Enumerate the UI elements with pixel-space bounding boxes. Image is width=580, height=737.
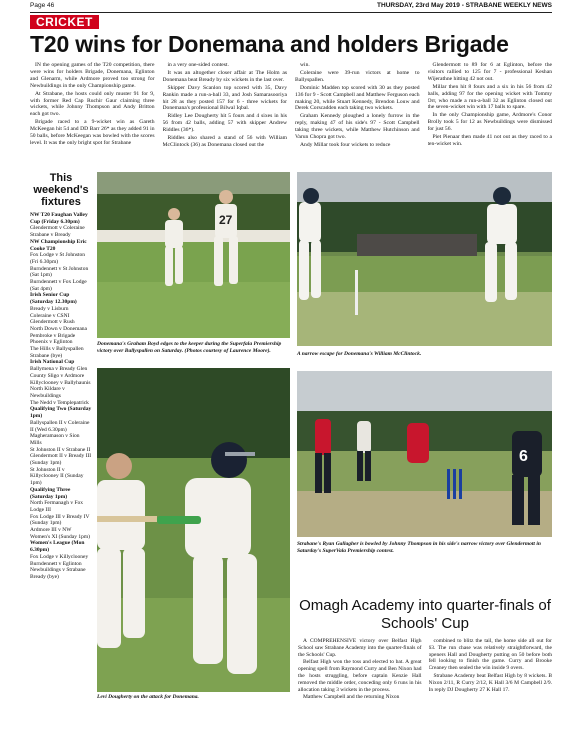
fixture-line: Ardmore III v NW Women's XI (Sunday 1pm) bbox=[30, 527, 90, 540]
fixture-line: Newbuildings v Strabane bbox=[30, 567, 86, 574]
fixture-line: Burndennett v Fox Lodge (Sat 4pm) bbox=[30, 279, 87, 292]
fixture-line: Burndennett v St Johnston (Sat 1pm) bbox=[30, 265, 89, 279]
fixture-line: Magheramason v Sion Mills bbox=[30, 433, 80, 446]
page-header bbox=[0, 0, 580, 10]
paragraph: Skipper Davy Scanlon top scored with 35, Davy Rankin made a run-a-ball 33, and Josh Samarasooriya hit 28 as they posted 157 for 6 - three wickets for Donemana's professional Bilwal Iqbal. bbox=[162, 84, 287, 112]
fixture-line: Phoenix v Eglinton bbox=[30, 339, 73, 346]
shirt-number-6: 6 bbox=[519, 448, 528, 465]
caption-photo3: Levi Dougherty on the attack for Donemana. bbox=[97, 694, 199, 700]
fixture-line: Pembroke v Brigade bbox=[30, 332, 76, 339]
fixture-line: Glendermott v Rush bbox=[30, 319, 75, 326]
fixture-line: Ballymena v Bready Glen bbox=[30, 366, 88, 373]
photo-narrow-escape bbox=[297, 172, 552, 346]
caption-photo4: Strabane's Ryan Gallagher is bowled by Johnny Thompson in his side's narrow victory over Glendermott in Saturday's SuperVala Premiership contest. bbox=[297, 541, 541, 554]
photo-fielders bbox=[97, 172, 290, 338]
paragraph: Andy Millar took four wickets to reduce bbox=[300, 141, 391, 148]
paragraph: Brigade raced to a 9-wicket win as Gareth McKeegan hit 54 and DD Barr 26* as they added 91 in 50 balls, before McKeegan was bowled with the scores level. It was the only bright spot for Strabane bbox=[30, 119, 155, 146]
fixture-line: Killyclooney v Ballyhaunis bbox=[30, 379, 91, 386]
subarticle-column bbox=[429, 638, 553, 718]
paragraph: combined to blitz the tail, the home side all out for 63. The run chase was relatively straightforward, the openers Hall and Dougherty putting on 50 before both fell looking to finish the game. Curry and Brooke Creaney then sealed the win inside 9 overs. bbox=[428, 638, 552, 672]
paragraph: Millar then hit 8 fours and a six in his 56 from 42 balls, adding 97 for the opening wicket with Tommy Orr, who made a run-a-ball 32 as Eglinton closed out the seven-wicket win with 17 balls to spare. bbox=[427, 83, 552, 111]
fixtures-title: This weekend's fixtures bbox=[33, 172, 89, 208]
fixture-line: The Nedd v Templepatrick bbox=[30, 399, 89, 406]
sub-headline: Omagh Academy into quarter-finals of Schools' Cup bbox=[299, 597, 551, 632]
fixture-line: Strabane v Bready bbox=[30, 232, 71, 239]
paragraph: win. bbox=[300, 62, 310, 68]
fixture-line: Glendermott v Coleraine bbox=[30, 225, 85, 232]
fixture-line: The Hills v Ballyspallen bbox=[30, 346, 84, 353]
fixture-heading: Irish National Cup bbox=[30, 359, 75, 366]
article-body bbox=[30, 62, 552, 168]
fixture-line: Bready (bye) bbox=[30, 573, 59, 580]
fixture-line: Bready v Lisburn bbox=[30, 305, 69, 312]
paragraph: Ridley Lee Dougherty hit 5 fours and 4 sixes in his 56 from 42 balls, adding 57 with skipper Andrew Riddles (36*). bbox=[162, 113, 287, 134]
paragraph: Coleraine were 39-run victors at home to Ballyspallen. bbox=[295, 69, 420, 83]
article-column bbox=[295, 62, 420, 168]
main-headline: T20 wins for Donemana and holders Brigade bbox=[30, 31, 509, 57]
paragraph: Matthew Campbell and the returning Nixon bbox=[303, 694, 400, 701]
caption-photo1: Donemana's Graham Boyd edges to the keeper during the Superfala Premiership victory over Ballyspallen on Saturday. (Photos courtesy of Laurence Moore). bbox=[97, 341, 282, 354]
paragraph: in a very one-sided contest. bbox=[167, 62, 229, 68]
fixture-heading: Qualifying Two (Saturday 1pm) bbox=[30, 406, 92, 420]
fixtures-list bbox=[30, 212, 92, 581]
paragraph: Strabane Academy beat Belfast High by 8 wickets. B Nixon 2/11, R Curry 2/12, K Hall 3/6 M Campbell 2/9. In reply DJ Dougherty 27 K Hall 17. bbox=[428, 672, 552, 693]
fixture-heading: Irish Senior Cup (Saturday 12.30pm) bbox=[30, 292, 77, 306]
dateline: THURSDAY, 23rd May 2019 - STRABANE WEEKLY NEWS bbox=[377, 2, 552, 9]
caption-photo2: A narrow escape for Donemana's William McClintock. bbox=[297, 351, 422, 357]
subarticle-column bbox=[298, 638, 422, 718]
fixture-line: North Kildare v Newbuildings bbox=[30, 386, 65, 399]
subarticle-body bbox=[298, 638, 552, 718]
paragraph: Dominic Madden top scored with 30 as they posted 136 for 9 - Scott Campbell and Matthew Ferguson each making 20, while Stuart Kennedy, Brendon Louw and Derek Corscadden each taking two wickets. bbox=[295, 84, 420, 112]
paragraph: Piet Pienaar then made 41 not out as they raced to a ten-wicket win. bbox=[427, 134, 552, 147]
fixture-line: St Johnston II v Killyclooney II (Sunday 1pm) bbox=[30, 466, 84, 487]
photo-levi-dougherty-image bbox=[97, 368, 290, 692]
shirt-number-27: 27 bbox=[219, 213, 233, 227]
article-column bbox=[428, 62, 553, 168]
paragraph: Belfast High won the toss and elected to bat. A great opening spell from Raymond Curry and Ben Nixon had the hosts struggling, before captain Kenzie Hall removed the middle order, conceding only 6 runs in his allocation taking 3 wickets in the process. bbox=[298, 659, 422, 693]
fixture-line: North Fermanagh v Fox Lodge III bbox=[30, 500, 84, 513]
photo-narrow-escape-image bbox=[297, 172, 552, 346]
photo-ryan-gallagher bbox=[297, 371, 552, 537]
paragraph: IN the opening games of the T20 competition, there were wins for holders Brigade, Donemana, Eglinton and Glenarm, while Ardmore proved too strong for Newbuildings in the only Championship game. bbox=[30, 62, 155, 89]
paragraph: Graham Kennedy ploughed a lonely furrow in the reply, making 47 of his side's 97 - Scott Campbell taking three wickets, while Matthew Hutchinson and Varun Chopra got two. bbox=[295, 113, 420, 141]
fixture-heading: Women's League (Mon 6.30pm) bbox=[30, 540, 85, 554]
section-label: CRICKET bbox=[30, 15, 99, 29]
fixture-line: Burndennett v Eglinton bbox=[30, 560, 82, 567]
fixture-line: Coleraine v CSNI bbox=[30, 312, 70, 319]
paragraph: In the only Championship game, Ardmore's Conor Brolly took 5 for 12 as Newbuildings were dismissed for just 56. bbox=[427, 112, 552, 133]
paragraph: Riddles also shared a stand of 56 with William McClintock (36) as Donemana closed out the bbox=[162, 135, 287, 148]
fixture-line: St Johnston II v Strabane II bbox=[30, 446, 91, 453]
fixture-line: County Sligo v Ardmore bbox=[30, 372, 85, 379]
fixture-line: Glendermott II v Bready III (Sunday 1pm) bbox=[30, 453, 92, 467]
fixture-line: Fox Lodge III v Bready IV (Sunday 1pm) bbox=[30, 513, 90, 527]
fixture-line: North Down v Donemana bbox=[30, 325, 87, 332]
photo-levi-dougherty bbox=[97, 368, 290, 692]
fixture-line: Fox Lodge v St Johnston (Fri 6.30pm) bbox=[30, 252, 86, 265]
article-column bbox=[163, 62, 288, 168]
fixture-heading: NW Championship Eric Cooke T20 bbox=[30, 238, 87, 252]
article-column bbox=[30, 62, 155, 168]
fixtures-sidebar bbox=[30, 172, 92, 712]
header-rule bbox=[30, 12, 552, 13]
fixture-line: Fox Lodge v Killyclooney bbox=[30, 553, 89, 560]
paragraph: A COMPREHENSIVE victory over Belfast High School saw Strabane Academy into the quarter-finals of the Schools' Cup. bbox=[298, 638, 422, 658]
photo-fielders-image bbox=[97, 172, 290, 338]
fixture-heading: Qualifying Three (Saturday 1pm) bbox=[30, 486, 71, 500]
page-number: Page 46 bbox=[30, 2, 55, 9]
fixture-line: Strabane (bye) bbox=[30, 352, 63, 359]
fixture-line: Ballyspallen II v Coleraine II (Wed 6.30pm) bbox=[30, 419, 90, 433]
paragraph: Glendermott to 89 for 6 at Eglinton, before the visitors rallied to 125 for 7 - professional Keshan Wijerathne hitting 42 not out. bbox=[427, 62, 552, 82]
fixture-heading: NW T20 Faughan Valley Cup (Friday 6.30pm) bbox=[30, 212, 88, 225]
paragraph: At Strabane, the hosts could only muster 91 for 9, with former Red Cap Ruchir Gaur claiming three wickets, while Johnny Thompson and Andy Britton each got two. bbox=[30, 90, 155, 118]
paragraph: It was an altogether closer affair at The Holm as Donemana beat Bready by six wickets in the last over. bbox=[162, 69, 287, 83]
photo-ryan-gallagher-image bbox=[297, 371, 552, 537]
